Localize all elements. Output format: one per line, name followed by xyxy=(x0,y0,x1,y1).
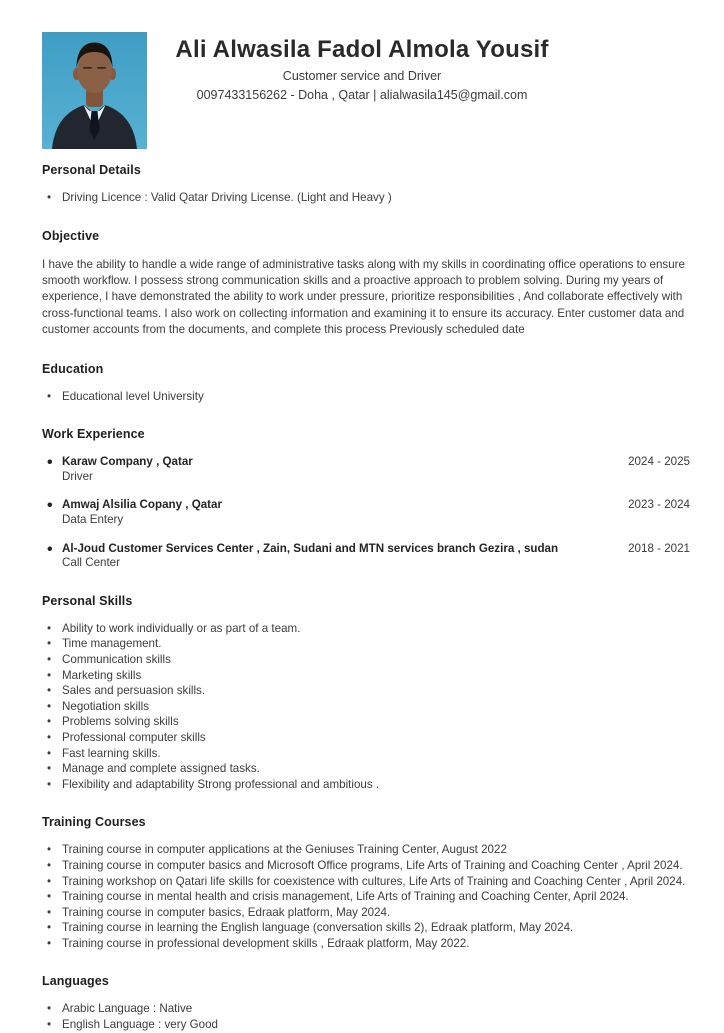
section-heading-training-courses: Training Courses xyxy=(42,815,146,830)
list-item: • Driving Licence : Valid Qatar Driving License. (Light and Heavy ) xyxy=(42,190,690,206)
job-entry xyxy=(42,498,690,527)
section-heading-work-experience: Work Experience xyxy=(42,427,145,442)
job-company: • Amwaj Alsilia Copany , Qatar xyxy=(62,498,222,512)
contact-info: 0097433156262 - Doha , Qatar | alialwasila145@gmail.com xyxy=(196,88,528,102)
section-heading-languages: Languages xyxy=(42,974,109,989)
job-company: • Al-Joud Customer Services Center , Zain, Sudani and MTN services branch Gezira , sudan xyxy=(62,541,559,555)
job-entry xyxy=(42,542,690,571)
list-item: • Professional computer skills xyxy=(42,730,690,746)
list-item: • Ability to work individually or as part of a team. xyxy=(42,621,690,637)
job-details xyxy=(42,498,628,527)
profile-photo xyxy=(42,32,147,149)
section-heading-personal-skills: Personal Skills xyxy=(42,593,133,608)
languages-list xyxy=(42,1001,690,1032)
job-details xyxy=(42,455,628,484)
training-courses-list xyxy=(42,842,690,951)
job-entry xyxy=(42,455,690,484)
section-heading-personal-details: Personal Details xyxy=(42,163,141,177)
personal-skills-list xyxy=(42,621,690,793)
list-item: • Educational level University xyxy=(42,389,690,405)
list-item: • Training workshop on Qatari life skills for coexistence with cultures, Life Arts of Training and Coaching Center , April 2024. xyxy=(42,874,690,890)
list-item: • Training course in learning the English language (conversation skills 2), Edraak platform, May 2024. xyxy=(42,920,690,936)
job-dates: 2018 - 2021 xyxy=(628,541,690,555)
list-item: • Training course in mental health and crisis management, Life Arts of Training and Coaching Center, April 2024. xyxy=(42,889,690,905)
list-item: • Arabic Language : Native xyxy=(42,1001,690,1017)
job-role: Data Entery xyxy=(62,513,124,526)
list-item: • Time management. xyxy=(42,636,690,652)
list-item: • English Language : very Good xyxy=(42,1017,690,1033)
section-heading-education: Education xyxy=(42,361,104,376)
job-dates: 2024 - 2025 xyxy=(628,455,690,469)
list-item: • Sales and persuasion skills. xyxy=(42,683,690,699)
job-role: Driver xyxy=(62,469,93,483)
job-details xyxy=(42,542,628,571)
job-company: • Karaw Company , Qatar xyxy=(62,455,193,469)
objective-paragraph: I have the ability to handle a wide range of administrative tasks along with my skills in coordinating office operations to ensure smooth workflow. I possess strong communication skills and a proactive approach to problem solving. During my years of experience, I have demonstrated the ability to work under pressure, prioritize responsibilities , And collaborate effectively with cross-functional teams. I also work on collecting information and examining it to ensure its accuracy. Enter customer data and customer accounts from the documents, and complete this process Previously scheduled date xyxy=(42,257,685,337)
candidate-job-title: Customer service and Driver xyxy=(282,69,442,83)
resume-body xyxy=(0,163,724,1033)
list-item: • Problems solving skills xyxy=(42,714,690,730)
education-list xyxy=(42,389,690,405)
list-item: • Communication skills xyxy=(42,652,690,668)
list-item: • Training course in computer basics and Microsoft Office programs, Life Arts of Training and Coaching Center , April 2024. xyxy=(42,858,690,874)
list-item: • Flexibility and adaptability Strong professional and ambitious . xyxy=(42,777,690,793)
list-item: • Training course in professional development skills , Edraak platform, May 2022. xyxy=(42,936,690,952)
job-role: Call Center xyxy=(62,556,120,570)
candidate-name: Ali Alwasila Fadol Almola Yousif xyxy=(175,36,549,63)
list-item: • Marketing skills xyxy=(42,668,690,684)
list-item: • Training course in computer applications at the Geniuses Training Center, August 2022 xyxy=(42,842,690,858)
job-dates: 2023 - 2024 xyxy=(628,498,690,512)
list-item: • Fast learning skills. xyxy=(42,746,690,762)
section-heading-objective: Objective xyxy=(42,228,100,243)
personal-details-list xyxy=(42,190,690,206)
portrait-illustration xyxy=(42,32,147,149)
resume-header xyxy=(0,0,724,149)
list-item: • Manage and complete assigned tasks. xyxy=(42,761,690,777)
list-item: • Negotiation skills xyxy=(42,699,690,715)
list-item: • Training course in computer basics, Edraak platform, May 2024. xyxy=(42,905,690,921)
